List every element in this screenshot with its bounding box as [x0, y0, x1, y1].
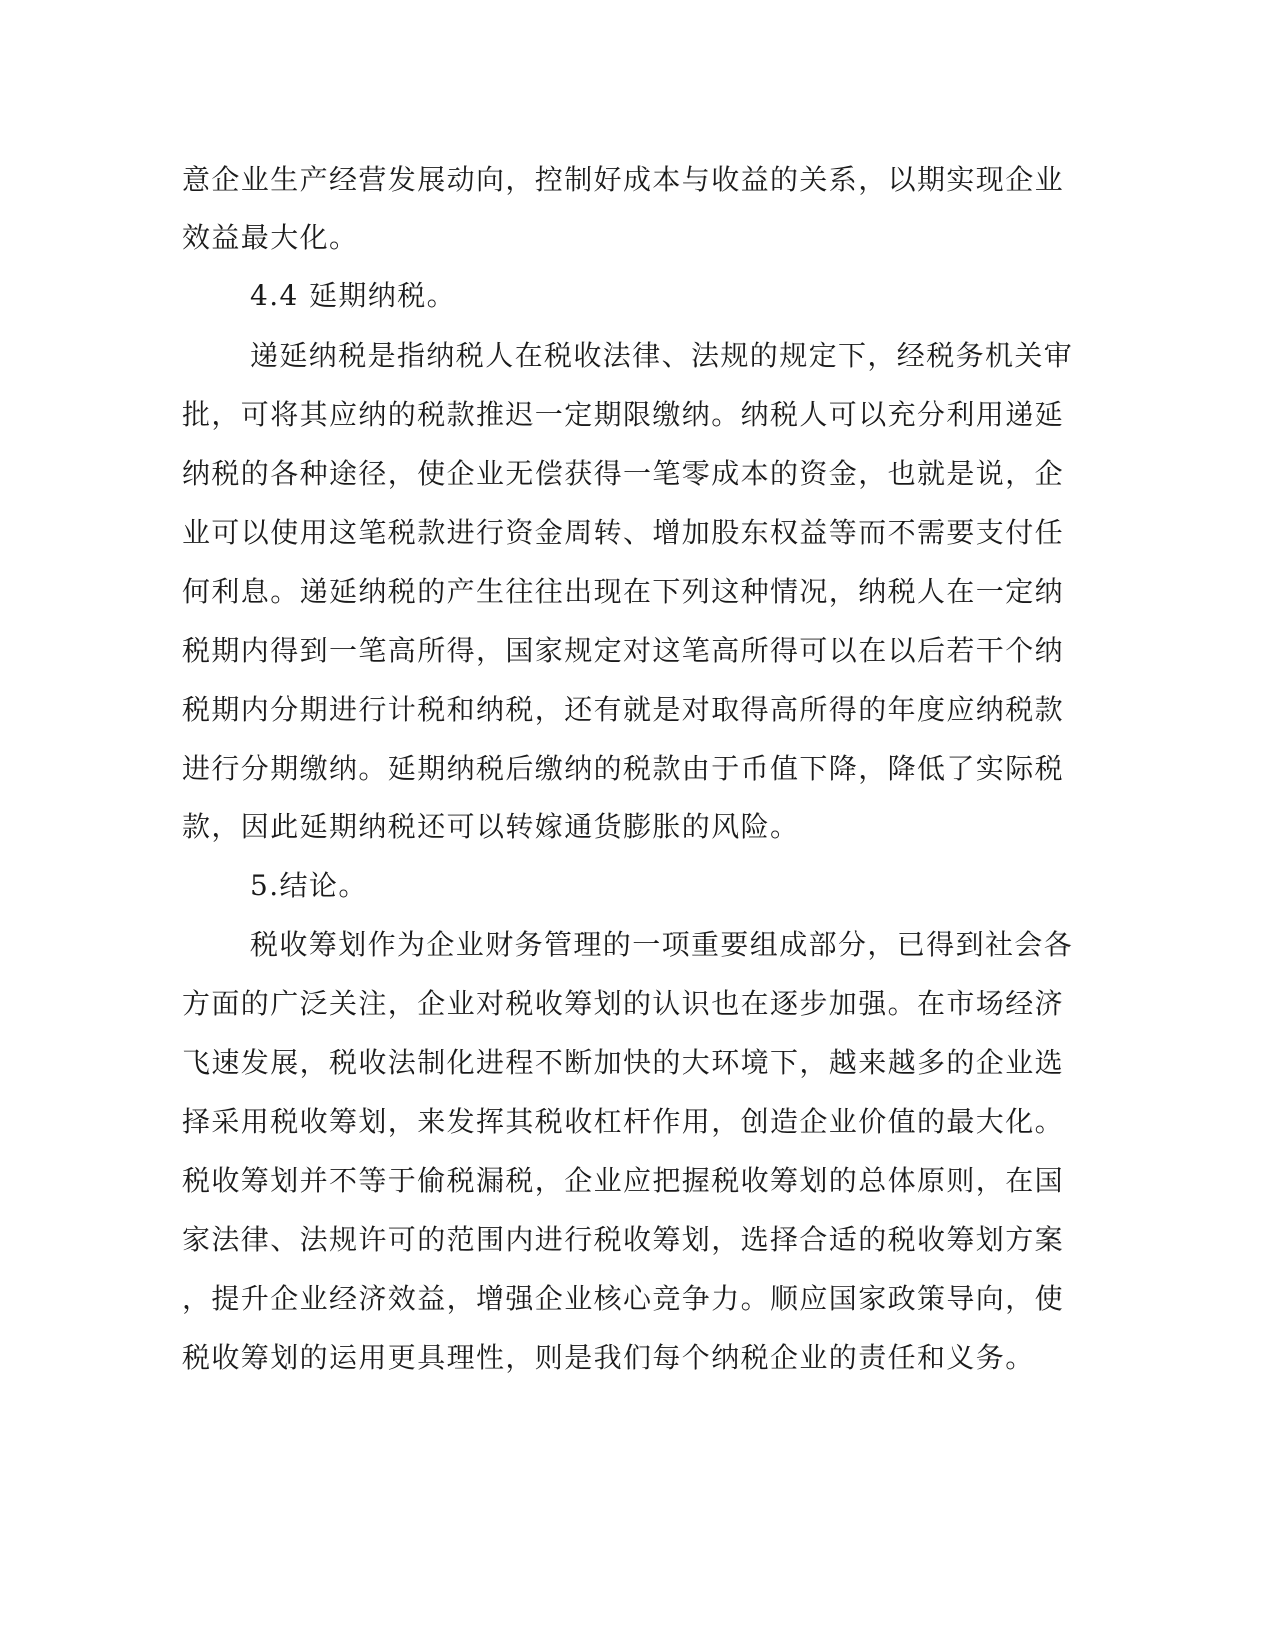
text-line: 税收筹划的运用更具理性，则是我们每个纳税企业的责任和义务。: [182, 1341, 1035, 1374]
text-line: 批，可将其应纳的税款推迟一定期限缴纳。纳税人可以充分利用递延: [182, 398, 1065, 431]
text-line: 飞速发展，税收法制化进程不断加快的大环境下，越来越多的企业选: [182, 1046, 1065, 1079]
section-heading-5: 5.结论。: [250, 869, 368, 902]
text-line: ，提升企业经济效益，增强企业核心竞争力。顺应国家政策导向，使: [182, 1282, 1065, 1315]
text-line: 何利息。递延纳税的产生往往出现在下列这种情况，纳税人在一定纳: [182, 575, 1065, 608]
text-line: 方面的广泛关注，企业对税收筹划的认识也在逐步加强。在市场经济: [182, 987, 1065, 1020]
text-line: 进行分期缴纳。延期纳税后缴纳的税款由于币值下降，降低了实际税: [182, 752, 1065, 785]
text-line: 意企业生产经营发展动向，控制好成本与收益的关系，以期实现企业: [182, 163, 1065, 196]
section-heading-4-4: 4.4 延期纳税。: [250, 279, 457, 312]
paragraph-start: 税收筹划作为企业财务管理的一项重要组成部分，已得到社会各: [250, 928, 1074, 961]
text-line: 择采用税收筹划，来发挥其税收杠杆作用，创造企业价值的最大化。: [182, 1105, 1065, 1138]
text-line: 效益最大化。: [182, 221, 359, 254]
text-line: 税期内得到一笔高所得，国家规定对这笔高所得可以在以后若干个纳: [182, 634, 1065, 667]
text-line: 家法律、法规许可的范围内进行税收筹划，选择合适的税收筹划方案: [182, 1223, 1065, 1256]
text-line: 款，因此延期纳税还可以转嫁通货膨胀的风险。: [182, 810, 800, 843]
text-line: 业可以使用这笔税款进行资金周转、增加股东权益等而不需要支付任: [182, 516, 1065, 549]
text-line: 税期内分期进行计税和纳税，还有就是对取得高所得的年度应纳税款: [182, 693, 1065, 726]
text-line: 纳税的各种途径，使企业无偿获得一笔零成本的资金，也就是说，企: [182, 457, 1065, 490]
text-line: 税收筹划并不等于偷税漏税，企业应把握税收筹划的总体原则，在国: [182, 1164, 1065, 1197]
paragraph-start: 递延纳税是指纳税人在税收法律、法规的规定下，经税务机关审: [250, 339, 1074, 372]
